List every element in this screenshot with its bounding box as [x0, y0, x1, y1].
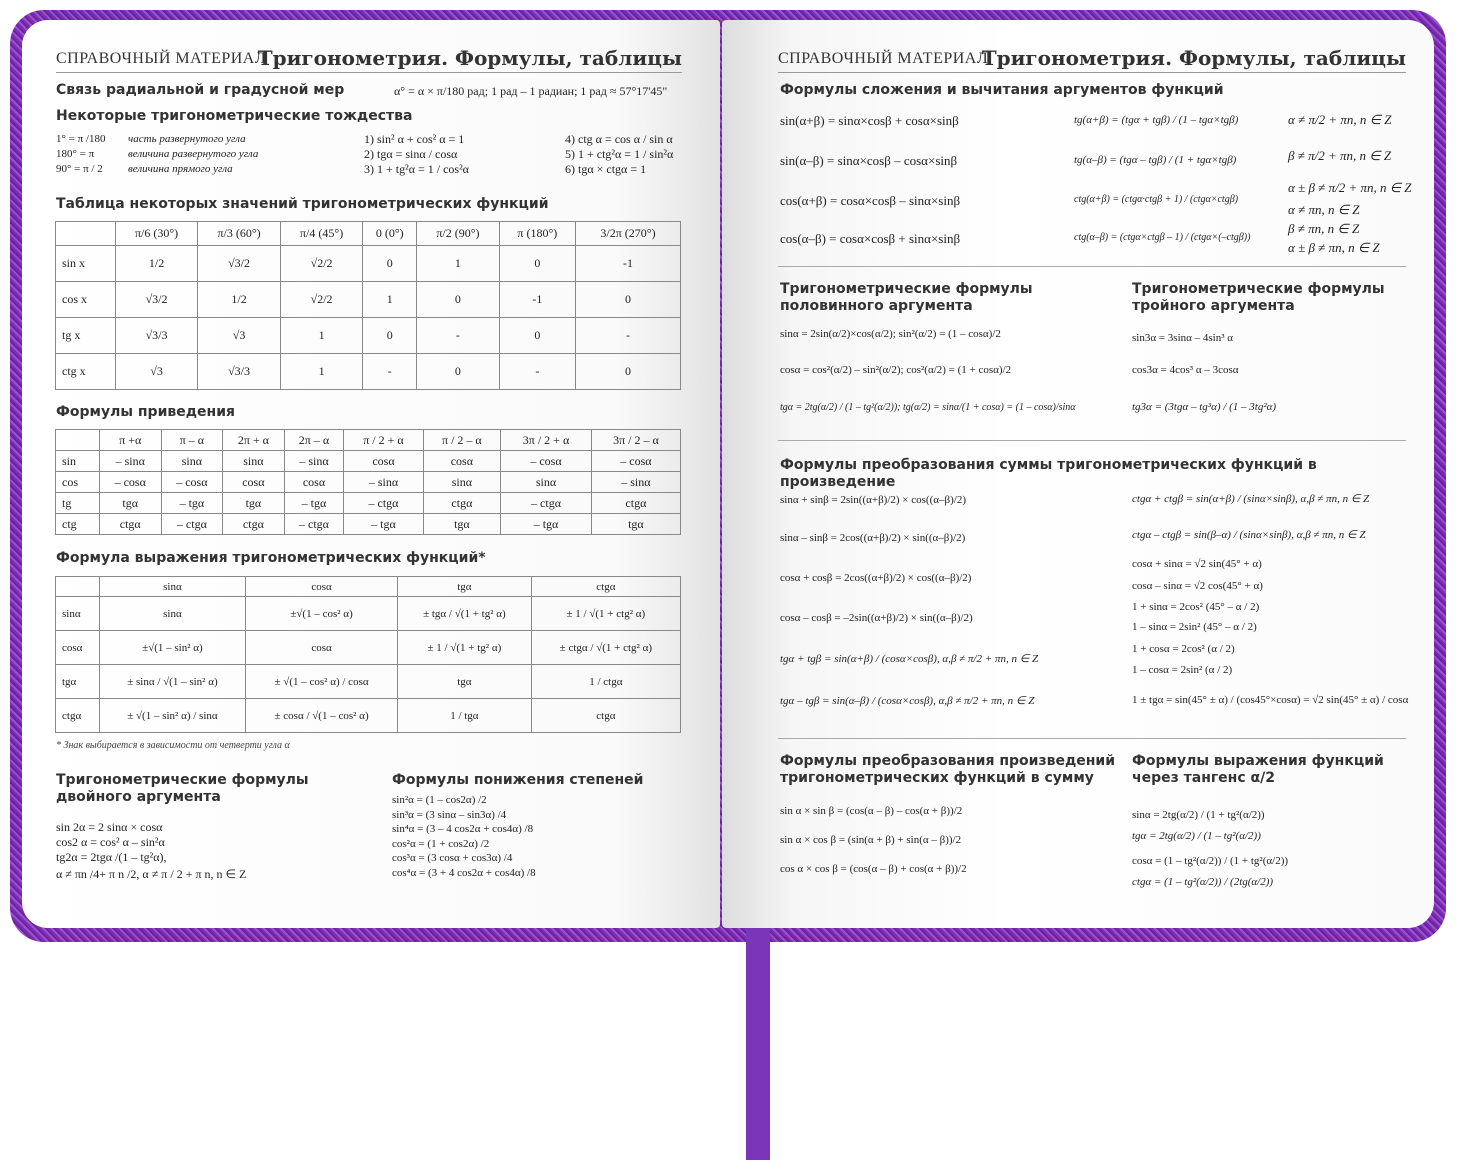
double-line-2: cos2 α = cos² α – sin²α: [56, 835, 165, 849]
divider: [778, 738, 1406, 739]
tangent-heading-1: Формулы выражения функций: [1132, 753, 1384, 769]
addition-tg-3: ctg(α+β) = (ctgα·ctgβ + 1) / (ctgα×ctgβ): [1074, 194, 1239, 205]
power-line-4: cos²α = (1 + cos2α) /2: [392, 838, 490, 850]
table-cell: tgα: [423, 514, 501, 535]
sum-right-7: 1 + cosα = 2cos² (α / 2): [1132, 643, 1235, 655]
table-cell: cosα: [423, 451, 501, 472]
addition-line-1: sin(α+β) = sinα×cosβ + cosα×sinβ: [780, 113, 959, 128]
table-cell: 1: [363, 282, 417, 318]
values-table: [55, 221, 681, 390]
table-cell: – sinα: [284, 451, 344, 472]
table-header-row: [56, 222, 681, 246]
addition-line-3: cos(α+β) = cosα×cosβ – sinα×sinβ: [780, 193, 961, 208]
table-cell: ctg x: [56, 354, 116, 390]
power-line-1: sin²α = (1 – cos2α) /2: [392, 794, 487, 806]
double-line-1: sin 2α = 2 sinα × cosα: [56, 820, 163, 834]
table-cell: ± √(1 – cos² α) / cosα: [246, 665, 398, 699]
table-cell: cosα: [344, 451, 423, 472]
product-heading-1: Формулы преобразования произведений: [780, 753, 1116, 769]
table-header-cell: ctgα: [531, 577, 680, 597]
double-line-3: tg2α = 2tgα /(1 – tg²α),: [56, 850, 167, 864]
degree-desc-3: величина прямого угла: [128, 163, 233, 175]
table-row: [56, 597, 681, 631]
expression-note: * Знак выбирается в зависимости от четверти угла α: [56, 740, 290, 751]
power-line-2: sin³α = (3 sinα – sin3α) /4: [392, 809, 507, 821]
sum-left-5: tgα + tgβ = sin(α+β) / (cosα×cosβ), α,β ≠ π/2 + πn, n ∈ Z: [780, 653, 1039, 665]
table-cell: cosα: [56, 631, 100, 665]
table-cell: 0: [363, 318, 417, 354]
sum-right-2: ctgα – ctgβ = sin(β–α) / (sinα×sinβ), α,β ≠ πn, n ∈ Z: [1132, 529, 1366, 541]
page-header-right: [778, 42, 1406, 73]
table-cell: sinα: [99, 597, 245, 631]
half-line-2: cosα = cos²(α/2) – sin²(α/2); cos²(α/2) = (1 + cosα)/2: [780, 364, 1012, 376]
table-cell: cos x: [56, 282, 116, 318]
identity-2: 2) tgα = sinα / cosα: [364, 147, 458, 161]
addition-line-4: cos(α–β) = cosα×cosβ + sinα×sinβ: [780, 231, 961, 246]
table-cell: cosα: [223, 472, 284, 493]
reduction-heading: Формулы приведения: [56, 404, 236, 420]
identity-3: 3) 1 + tg²α = 1 / cos²α: [364, 162, 469, 176]
addition-heading: Формулы сложения и вычитания аргументов функций: [780, 82, 1224, 98]
table-header-cell: 3/2π (270°): [575, 222, 680, 246]
table-row: [56, 699, 681, 733]
addition-cond-3: α ± β ≠ π/2 + πn, n ∈ Z: [1288, 180, 1412, 195]
identity-6: 6) tgα × ctgα = 1: [565, 162, 647, 176]
table-header-cell: [56, 222, 116, 246]
addition-tg-4: ctg(α–β) = (ctgα×ctgβ – 1) / (ctgα×(–ctgβ)): [1074, 232, 1251, 243]
table-header-cell: 0 (0°): [363, 222, 417, 246]
expression-heading: Формула выражения тригонометрических функций*: [56, 550, 486, 566]
table-cell: tg: [56, 493, 100, 514]
table-cell: -1: [575, 246, 680, 282]
table-cell: √3: [198, 318, 281, 354]
table-cell: sin: [56, 451, 100, 472]
sum-right-4: cosα – sinα = √2 cos(45° + α): [1132, 580, 1263, 592]
triple-line-3: tg3α = (3tgα – tg³α) / (1 – 3tg²α): [1132, 401, 1277, 413]
table-cell: √3: [115, 354, 198, 390]
identity-1: 1) sin² α + cos² α = 1: [364, 132, 465, 146]
divider: [778, 266, 1406, 267]
table-header-cell: π / 2 – α: [423, 430, 501, 451]
power-line-6: cos⁴α = (3 + 4 cos2α + cos4α) /8: [392, 867, 536, 879]
table-row: [56, 665, 681, 699]
right-page: [722, 20, 1434, 928]
table-cell: ± tgα / √(1 + tg² α): [398, 597, 532, 631]
table-cell: ctg: [56, 514, 100, 535]
identity-5: 5) 1 + ctg²α = 1 / sin²α: [565, 147, 674, 161]
table-header-cell: 2π – α: [284, 430, 344, 451]
triple-line-1: sin3α = 3sinα – 4sin³ α: [1132, 332, 1234, 344]
reduction-table: [55, 429, 681, 535]
section-label: СПРАВОЧНЫЙ МАТЕРИАЛ: [56, 50, 267, 67]
addition-cond-1: α ≠ π/2 + πn, n ∈ Z: [1288, 112, 1392, 127]
table-cell: ± cosα / √(1 – cos² α): [246, 699, 398, 733]
table-cell: – ctgα: [161, 514, 223, 535]
table-cell: 0: [417, 282, 500, 318]
product-line-1: sin α × sin β = (cos(α – β) – cos(α + β))/2: [780, 805, 963, 817]
addition-line-2: sin(α–β) = sinα×cosβ – cosα×sinβ: [780, 153, 958, 168]
table-cell: 1 / tgα: [398, 699, 532, 733]
sum-left-4: cosα – cosβ = –2sin((α+β)/2) × sin((α–β)/2): [780, 612, 973, 624]
table-header-cell: sinα: [99, 577, 245, 597]
table-header-cell: π +α: [99, 430, 161, 451]
table-cell: sinα: [423, 472, 501, 493]
table-row: [56, 514, 681, 535]
degree-desc-2: величина развернутого угла: [128, 148, 259, 160]
table-cell: sinα: [56, 597, 100, 631]
tangent-line-2: tgα = 2tg(α/2) / (1 – tg²(α/2)): [1132, 830, 1261, 842]
sum-left-6: tgα – tgβ = sin(α–β) / (cosα×cosβ), α,β ≠ π/2 + πn, n ∈ Z: [780, 695, 1035, 707]
table-header-row: [56, 577, 681, 597]
table-header-cell: 3π / 2 + α: [501, 430, 592, 451]
table-cell: tgα: [223, 493, 284, 514]
identity-4: 4) ctg α = cos α / sin α: [565, 132, 673, 146]
table-cell: -: [575, 318, 680, 354]
half-heading-1: Тригонометрические формулы: [780, 281, 1033, 297]
table-cell: – sinα: [591, 472, 680, 493]
table-cell: 1 / ctgα: [531, 665, 680, 699]
table-cell: – cosα: [99, 472, 161, 493]
table-header-cell: [56, 577, 100, 597]
table-cell: ±√(1 – sin² α): [99, 631, 245, 665]
table-cell: – sinα: [344, 472, 423, 493]
table-cell: ctgα: [99, 514, 161, 535]
table-cell: tg x: [56, 318, 116, 354]
table-row: [56, 472, 681, 493]
sum-right-8: 1 – cosα = 2sin² (α / 2): [1132, 664, 1233, 676]
page-title-right: Тригонометрия. Формулы, таблицы: [981, 46, 1406, 70]
table-cell: 0: [499, 246, 575, 282]
table-cell: – tgα: [161, 493, 223, 514]
table-cell: 1: [417, 246, 500, 282]
addition-cond-6: α ± β ≠ πn, n ∈ Z: [1288, 240, 1380, 255]
table-cell: cosα: [284, 472, 344, 493]
table-cell: √3/3: [115, 318, 198, 354]
table-cell: – cosα: [501, 451, 592, 472]
expression-table: [55, 576, 681, 733]
table-header-cell: [56, 430, 100, 451]
power-line-3: sin⁴α = (3 – 4 cos2α + cos4α) /8: [392, 823, 534, 835]
values-heading: Таблица некоторых значений тригонометрических функций: [56, 196, 549, 212]
table-cell: sin x: [56, 246, 116, 282]
table-header-cell: 3π / 2 – α: [591, 430, 680, 451]
table-cell: √2/2: [280, 282, 363, 318]
tangent-line-4: ctgα = (1 – tg²(α/2)) / (2tg(α/2)): [1132, 876, 1274, 888]
table-cell: -: [417, 318, 500, 354]
table-row: [56, 282, 681, 318]
table-header-cell: π/2 (90°): [417, 222, 500, 246]
table-cell: tgα: [99, 493, 161, 514]
table-cell: – ctgα: [284, 514, 344, 535]
double-heading-1: Тригонометрические формулы: [56, 772, 309, 788]
degree-eq-2: 180° = π: [56, 148, 95, 160]
page-title: Тригонометрия. Формулы, таблицы: [257, 46, 682, 70]
table-cell: 0: [575, 354, 680, 390]
addition-cond-2: β ≠ π/2 + πn, n ∈ Z: [1288, 148, 1392, 163]
table-cell: √2/2: [280, 246, 363, 282]
sum-heading: Формулы преобразования суммы тригонометрических функций в произведение: [780, 457, 1317, 490]
table-cell: – ctgα: [344, 493, 423, 514]
power-heading: Формулы понижения степеней: [392, 772, 644, 788]
addition-tg-2: tg(α–β) = (tgα – tgβ) / (1 + tgα×tgβ): [1074, 154, 1237, 166]
table-header-cell: π – α: [161, 430, 223, 451]
table-cell: – cosα: [161, 472, 223, 493]
half-heading-2: половинного аргумента: [780, 298, 973, 314]
tangent-line-3: cosα = (1 – tg²(α/2)) / (1 + tg²(α/2)): [1132, 855, 1289, 867]
table-cell: 0: [499, 318, 575, 354]
addition-cond-5: β ≠ πn, n ∈ Z: [1288, 221, 1360, 236]
addition-cond-4: α ≠ πn, n ∈ Z: [1288, 202, 1360, 217]
table-row: [56, 246, 681, 282]
table-row: [56, 451, 681, 472]
table-cell: cosα: [246, 631, 398, 665]
table-cell: ± √(1 – sin² α) / sinα: [99, 699, 245, 733]
table-cell: 0: [575, 282, 680, 318]
table-cell: cos: [56, 472, 100, 493]
half-line-3: tgα = 2tg(α/2) / (1 – tg²(α/2)); tg(α/2) = sinα/(1 + cosα) = (1 – cosα)/sinα: [780, 402, 1076, 413]
triple-line-2: cos3α = 4cos³ α – 3cosα: [1132, 364, 1239, 376]
table-header-cell: π / 2 + α: [344, 430, 423, 451]
bookmark-ribbon: [746, 928, 770, 1160]
triple-heading-1: Тригонометрические формулы: [1132, 281, 1385, 297]
page-header: [56, 42, 682, 73]
table-cell: ctgα: [223, 514, 284, 535]
sum-left-3: cosα + cosβ = 2cos((α+β)/2) × cos((α–β)/2): [780, 572, 972, 584]
table-cell: – sinα: [99, 451, 161, 472]
table-cell: √3/2: [198, 246, 281, 282]
degree-desc-1: часть развернутого угла: [128, 133, 246, 145]
triple-heading-2: тройного аргумента: [1132, 298, 1295, 314]
radian-formula: α° = α × π/180 рад; 1 рад – 1 радиан; 1 рад ≈ 57°17'45": [394, 84, 668, 98]
section-label-right: СПРАВОЧНЫЙ МАТЕРИАЛ: [778, 50, 989, 67]
table-cell: 0: [417, 354, 500, 390]
table-cell: 0: [363, 246, 417, 282]
table-cell: tgα: [56, 665, 100, 699]
table-cell: ctgα: [423, 493, 501, 514]
table-cell: sinα: [223, 451, 284, 472]
table-cell: sinα: [501, 472, 592, 493]
table-header-cell: π/4 (45°): [280, 222, 363, 246]
table-header-cell: π/6 (30°): [115, 222, 198, 246]
table-cell: ctgα: [591, 493, 680, 514]
product-line-2: sin α × cos β = (sin(α + β) + sin(α – β))/2: [780, 834, 962, 846]
table-row: [56, 493, 681, 514]
sum-right-5: 1 + sinα = 2cos² (45° – α / 2): [1132, 601, 1260, 613]
double-line-4: α ≠ πn /4+ π n /2, α ≠ π / 2 + π n, n ∈ Z: [56, 867, 247, 881]
table-row: [56, 318, 681, 354]
identities-heading: Некоторые тригонометрические тождества: [56, 108, 413, 124]
tangent-line-1: sinα = 2tg(α/2) / (1 + tg²(α/2)): [1132, 809, 1265, 821]
divider: [778, 440, 1406, 441]
product-line-3: cos α × cos β = (cos(α – β) + cos(α + β))/2: [780, 863, 967, 875]
table-cell: -1: [499, 282, 575, 318]
sum-right-1: ctgα + ctgβ = sin(α+β) / (sinα×sinβ), α,β ≠ πn, n ∈ Z: [1132, 493, 1370, 505]
table-cell: 1: [280, 354, 363, 390]
table-cell: sinα: [161, 451, 223, 472]
table-cell: ctgα: [531, 699, 680, 733]
product-heading-2: тригонометрических функций в сумму: [780, 770, 1094, 786]
table-cell: 1/2: [115, 246, 198, 282]
radian-heading: Связь радиальной и градусной мер: [56, 82, 345, 98]
table-cell: – tgα: [501, 514, 592, 535]
table-cell: √3/2: [115, 282, 198, 318]
double-heading-2: двойного аргумента: [56, 789, 221, 805]
table-cell: tgα: [398, 665, 532, 699]
table-cell: – cosα: [591, 451, 680, 472]
sum-right-6: 1 – sinα = 2sin² (45° – α / 2): [1132, 621, 1257, 633]
table-header-cell: tgα: [398, 577, 532, 597]
table-cell: √3/3: [198, 354, 281, 390]
half-line-1: sinα = 2sin(α/2)×cos(α/2); sin²(α/2) = (1 – cosα)/2: [780, 328, 1001, 340]
degree-eq-1: 1° = π /180: [56, 133, 106, 145]
table-cell: – tgα: [284, 493, 344, 514]
table-cell: -: [363, 354, 417, 390]
table-header-cell: 2π + α: [223, 430, 284, 451]
table-header-cell: π/3 (60°): [198, 222, 281, 246]
left-page: [22, 20, 720, 928]
table-cell: ± 1 / √(1 + ctg² α): [531, 597, 680, 631]
table-header-cell: cosα: [246, 577, 398, 597]
table-cell: – ctgα: [501, 493, 592, 514]
table-row: [56, 354, 681, 390]
table-header-row: [56, 430, 681, 451]
table-cell: ctgα: [56, 699, 100, 733]
addition-tg-1: tg(α+β) = (tgα + tgβ) / (1 – tgα×tgβ): [1074, 114, 1239, 126]
table-cell: 1: [280, 318, 363, 354]
degree-eq-3: 90° = π / 2: [56, 163, 103, 175]
table-cell: ± ctgα / √(1 + ctg² α): [531, 631, 680, 665]
table-cell: 1/2: [198, 282, 281, 318]
tangent-heading-2: через тангенс α/2: [1132, 770, 1275, 786]
table-cell: tgα: [591, 514, 680, 535]
table-cell: ± 1 / √(1 + tg² α): [398, 631, 532, 665]
sum-right-3: cosα + sinα = √2 sin(45° + α): [1132, 558, 1262, 570]
sum-right-9: 1 ± tgα = sin(45° ± α) / (cos45°×cosα) = √2 sin(45° ± α) / cosα: [1132, 694, 1409, 706]
sum-left-2: sinα – sinβ = 2cos((α+β)/2) × sin((α–β)/2): [780, 532, 966, 544]
table-cell: -: [499, 354, 575, 390]
sum-left-1: sinα + sinβ = 2sin((α+β)/2) × cos((α–β)/2): [780, 494, 966, 506]
table-cell: ±√(1 – cos² α): [246, 597, 398, 631]
table-row: [56, 631, 681, 665]
table-header-cell: π (180°): [499, 222, 575, 246]
table-cell: ± sinα / √(1 – sin² α): [99, 665, 245, 699]
power-line-5: cos³α = (3 cosα + cos3α) /4: [392, 852, 513, 864]
table-cell: – tgα: [344, 514, 423, 535]
